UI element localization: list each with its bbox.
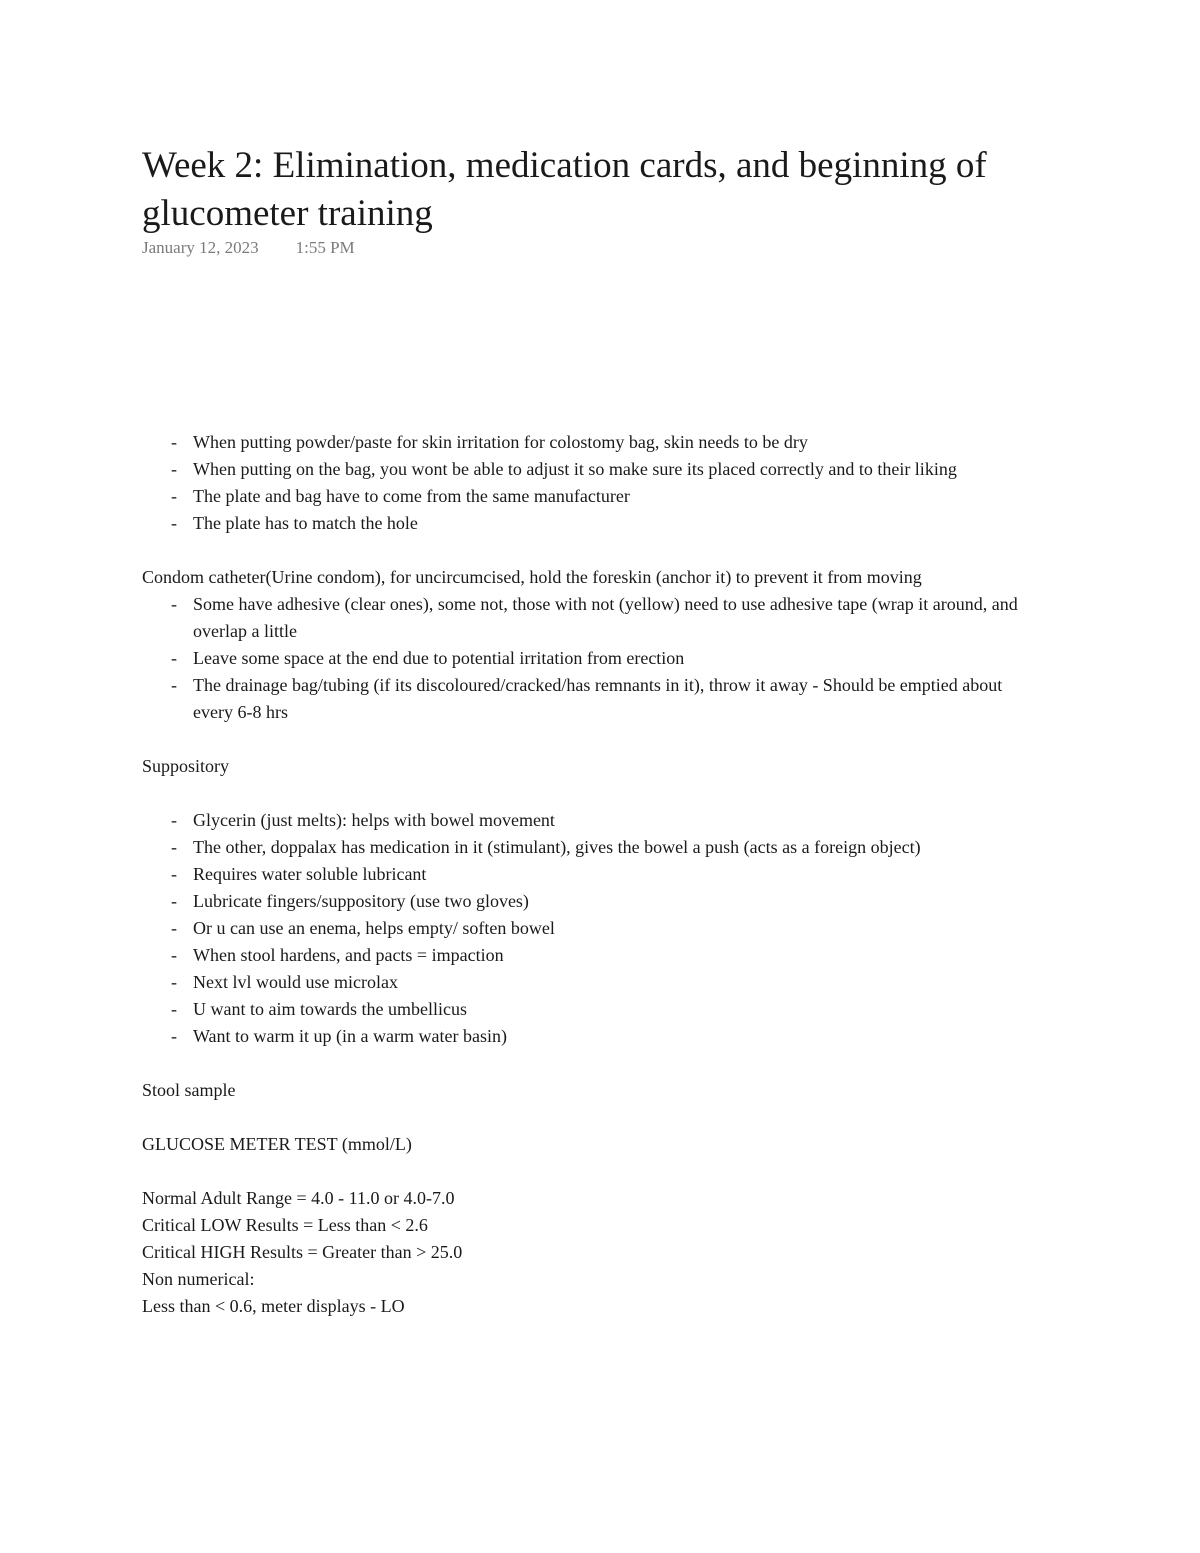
list-item: - Glycerin (just melts): helps with bowel movement	[193, 807, 1022, 834]
suppository-heading: Suppository	[142, 756, 230, 776]
list-item: - Next lvl would use microlax	[193, 969, 1022, 996]
colostomy-list	[142, 429, 1022, 537]
spacer	[142, 537, 1022, 564]
glucose-critical-high: Critical HIGH Results = Greater than > 25.0	[142, 1242, 463, 1262]
list-item: - Lubricate fingers/suppository (use two gloves)	[193, 888, 1022, 915]
condom-catheter-list	[142, 591, 1022, 726]
glucose-normal-range: Normal Adult Range = 4.0 - 11.0 or 4.0-7.0	[142, 1188, 455, 1208]
page-title: Week 2: Elimination, medication cards, and beginning of glucometer training	[142, 145, 987, 234]
note-body	[142, 429, 1022, 1320]
glucose-lo-display: Less than < 0.6, meter displays - LO	[142, 1296, 405, 1316]
list-item: - Leave some space at the end due to potential irritation from erection	[193, 645, 1022, 672]
note-date: January 12, 2023	[142, 238, 259, 257]
spacer	[142, 1158, 1022, 1185]
list-item: - Or u can use an enema, helps empty/ soften bowel	[193, 915, 1022, 942]
list-item: - Requires water soluble lubricant	[193, 861, 1022, 888]
stool-sample-heading: Stool sample	[142, 1080, 236, 1100]
spacer	[142, 780, 1022, 807]
spacer	[142, 726, 1022, 753]
note-metadata	[142, 236, 355, 260]
list-item: - The plate has to match the hole	[193, 510, 1022, 537]
list-item: - When putting on the bag, you wont be able to adjust it so make sure its placed correctly and to their liking	[193, 456, 1022, 483]
list-item: - When putting powder/paste for skin irritation for colostomy bag, skin needs to be dry	[193, 429, 1022, 456]
list-item: - The drainage bag/tubing (if its discoloured/cracked/has remnants in it), throw it away - Should be emptied about every 6-8 hrs	[193, 672, 1022, 726]
list-item: - When stool hardens, and pacts = impaction	[193, 942, 1022, 969]
list-item: - Some have adhesive (clear ones), some not, those with not (yellow) need to use adhesive tape (wrap it around, and overlap a little	[193, 591, 1022, 645]
glucose-critical-low: Critical LOW Results = Less than < 2.6	[142, 1215, 428, 1235]
glucose-heading: GLUCOSE METER TEST (mmol/L)	[142, 1134, 412, 1154]
list-item: - U want to aim towards the umbellicus	[193, 996, 1022, 1023]
list-item: - The other, doppalax has medication in it (stimulant), gives the bowel a push (acts as a foreign object)	[193, 834, 1022, 861]
note-time: 1:55 PM	[295, 238, 355, 257]
condom-catheter-heading: Condom catheter(Urine condom), for uncircumcised, hold the foreskin (anchor it) to prevent it from moving	[142, 567, 922, 587]
glucose-non-numerical: Non numerical:	[142, 1269, 255, 1289]
suppository-list	[142, 807, 1022, 1050]
spacer	[142, 1104, 1022, 1131]
list-item: - Want to warm it up (in a warm water basin)	[193, 1023, 1022, 1050]
spacer	[142, 1050, 1022, 1077]
list-item: - The plate and bag have to come from the same manufacturer	[193, 483, 1022, 510]
